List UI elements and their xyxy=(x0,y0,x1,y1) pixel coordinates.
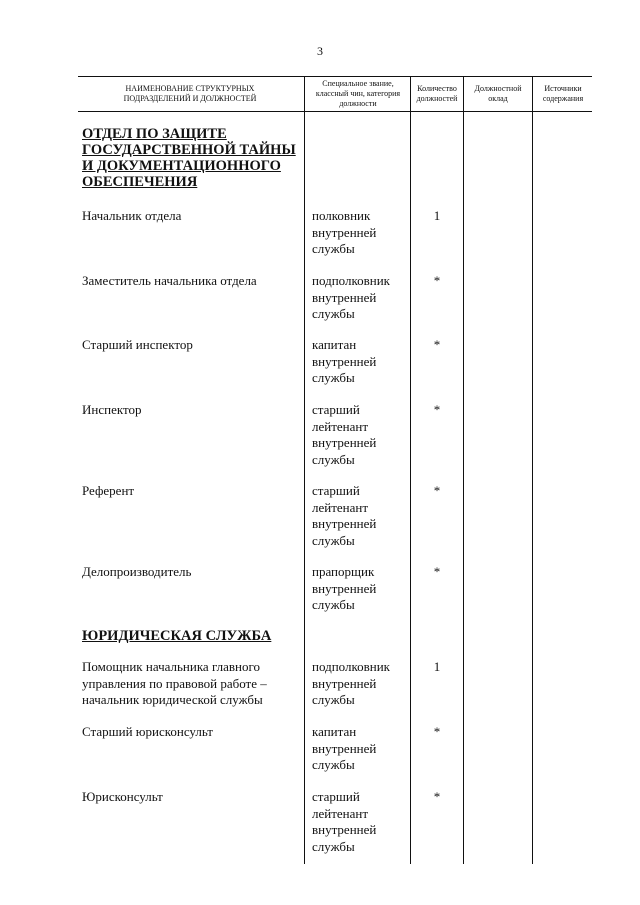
page-number: 3 xyxy=(317,44,323,58)
post-name: Заместитель начальника отдела xyxy=(82,273,257,288)
post-count: * xyxy=(433,724,441,739)
post-name: Референт xyxy=(82,483,135,498)
post-count: * xyxy=(433,273,441,288)
post-count: 1 xyxy=(433,659,441,674)
post-rank: старший лейтенант внутренней службы xyxy=(312,402,377,467)
post-count: * xyxy=(433,483,441,498)
post-count: * xyxy=(433,564,441,579)
post-rank: подполковник внутренней службы xyxy=(312,659,390,707)
section-title-legal-service: ЮРИДИЧЕСКАЯ СЛУЖБА xyxy=(82,628,272,644)
column-divider-2 xyxy=(410,76,411,864)
header-count-column: Количество должностей xyxy=(416,84,458,103)
post-count: 1 xyxy=(433,208,441,223)
header-salary-column: Должностной оклад xyxy=(474,84,522,103)
post-rank: капитан внутренней службы xyxy=(312,724,377,772)
post-name: Начальник отдела xyxy=(82,208,182,223)
post-rank: прапорщик внутренней службы xyxy=(312,564,377,612)
post-rank: старший лейтенант внутренней службы xyxy=(312,789,377,854)
post-name: Юрисконсульт xyxy=(82,789,163,804)
header-source-column: Источники содержания xyxy=(542,84,584,103)
section-title-secrecy-department: ОТДЕЛ ПО ЗАЩИТЕ ГОСУДАРСТВЕННОЙ ТАЙНЫ И ДОКУМЕНТАЦИОННОГО ОБЕСПЕЧЕНИЯ xyxy=(82,126,296,190)
post-name: Старший инспектор xyxy=(82,337,193,352)
header-top-rule xyxy=(78,76,592,77)
post-count: * xyxy=(433,789,441,804)
post-count: * xyxy=(433,337,441,352)
post-rank: капитан внутренней службы xyxy=(312,337,377,385)
header-bottom-rule xyxy=(78,111,592,112)
post-count: * xyxy=(433,402,441,417)
post-rank: полковник внутренней службы xyxy=(312,208,377,256)
post-name: Помощник начальника главного управления по правовой работе – начальник юридической службы xyxy=(82,659,267,707)
column-divider-1 xyxy=(304,76,305,864)
column-divider-4 xyxy=(532,76,533,864)
post-name: Делопроизводитель xyxy=(82,564,192,579)
post-rank: подполковник внутренней службы xyxy=(312,273,390,321)
post-name: Инспектор xyxy=(82,402,142,417)
post-name: Старший юрисконсульт xyxy=(82,724,213,739)
post-rank: старший лейтенант внутренней службы xyxy=(312,483,377,548)
header-rank-column: Специальное звание, классный чин, категория должности xyxy=(315,79,401,108)
header-name-column: НАИМЕНОВАНИЕ СТРУКТУРНЫХ ПОДРАЗДЕЛЕНИЙ И ДОЛЖНОСТЕЙ xyxy=(123,84,257,103)
column-divider-3 xyxy=(463,76,464,864)
